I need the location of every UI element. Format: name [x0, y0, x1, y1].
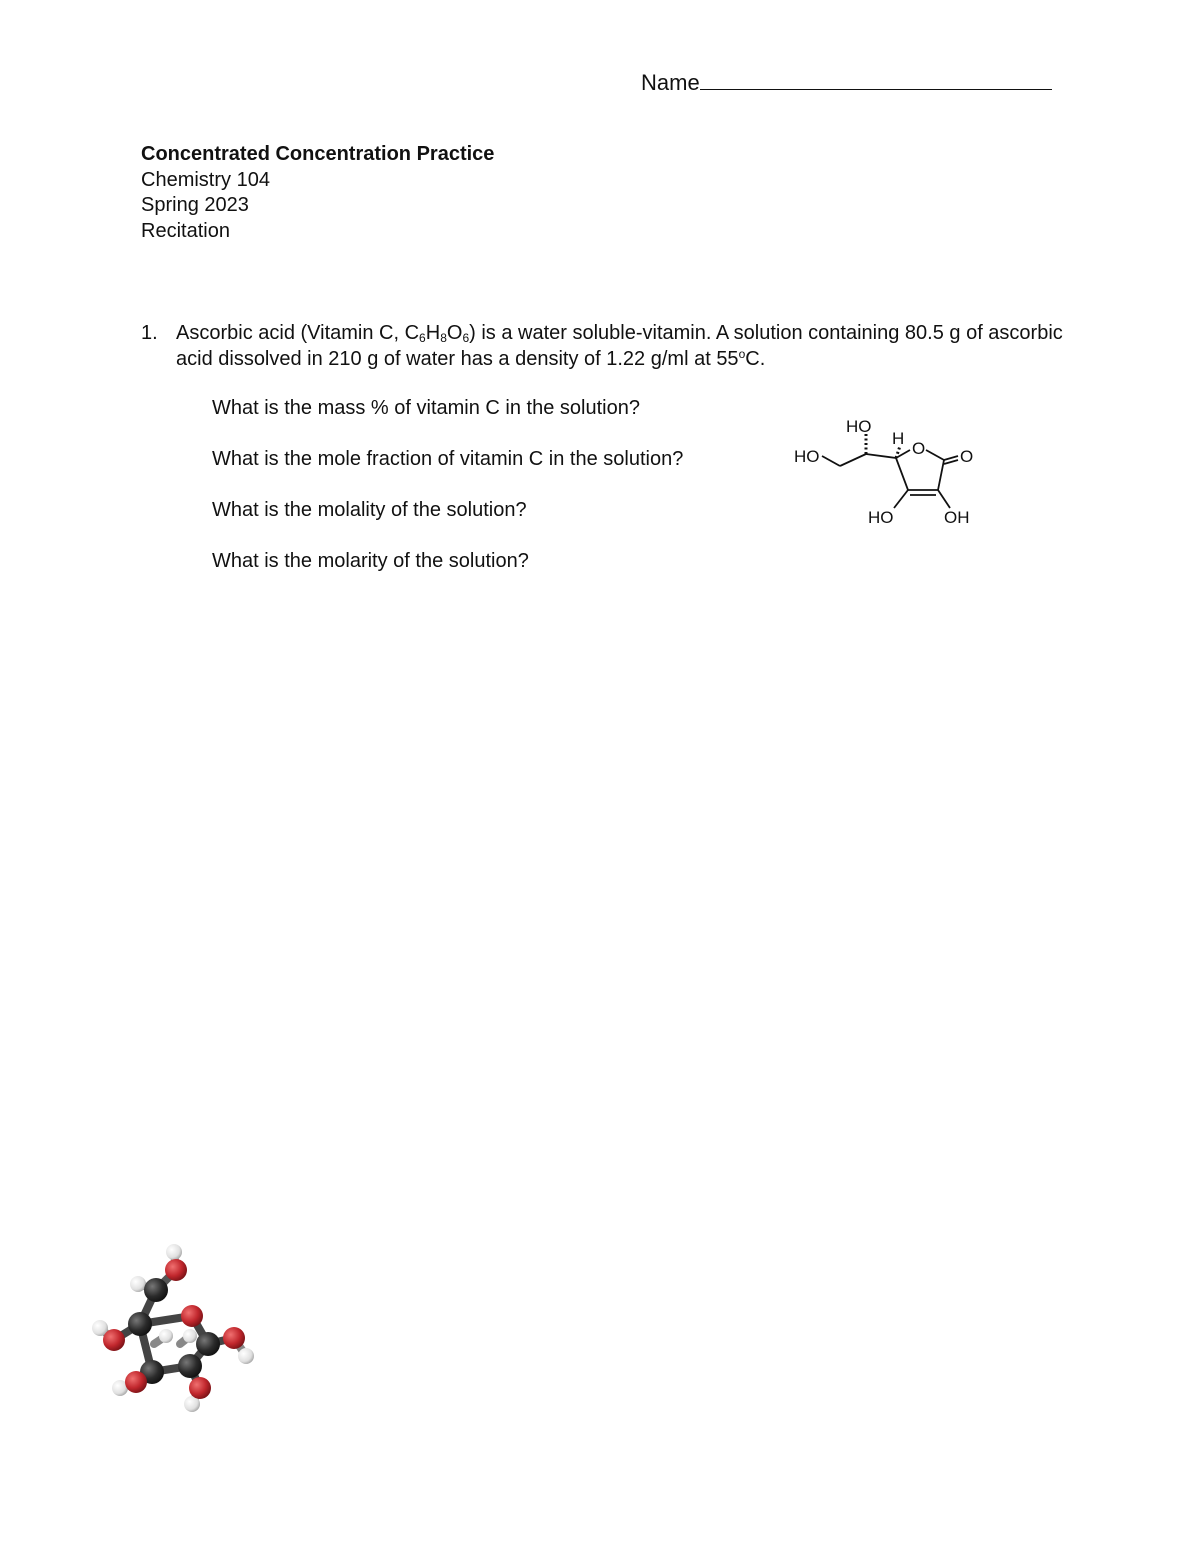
label-ho-bottom: HO [868, 508, 894, 527]
label-ho-left: HO [794, 447, 820, 466]
name-blank-line [700, 71, 1052, 90]
label-h: H [892, 429, 905, 448]
term: Spring 2023 [141, 194, 249, 216]
ball-and-stick-molecule-model [30, 1232, 320, 1437]
worksheet-header [141, 142, 494, 244]
question-1 [141, 320, 1071, 372]
label-oh-bottom: OH [944, 508, 970, 527]
course-name: Chemistry 104 [141, 168, 270, 191]
label-ho-top: HO [846, 417, 872, 436]
section: Recitation [141, 219, 230, 242]
subquestion-mass-percent: What is the mass % of vitamin C in the solution? [212, 397, 640, 419]
question-text: Ascorbic acid (Vitamin C, $C_6H_8O_6$) is a water soluble-vitamin. A solution containing 80.5 g of ascorbic acid dissolved in 210 g of water has a density of 1.22 g/ml at 55$^o$C. [176, 322, 1063, 370]
question-number: 1. [141, 322, 158, 344]
subquestion-molality: What is the molality of the solution? [212, 499, 527, 521]
label-o-ring: O [912, 439, 926, 458]
name-label: Name [641, 70, 700, 95]
ascorbic-acid-structure-diagram [786, 408, 996, 533]
label-o-carbonyl: O [960, 447, 974, 466]
subquestion-molarity: What is the molarity of the solution? [212, 550, 529, 572]
name-field [641, 70, 1052, 96]
subquestion-mole-fraction: What is the mole fraction of vitamin C in the solution? [212, 448, 684, 470]
worksheet-title: Concentrated Concentration Practice [141, 143, 495, 165]
